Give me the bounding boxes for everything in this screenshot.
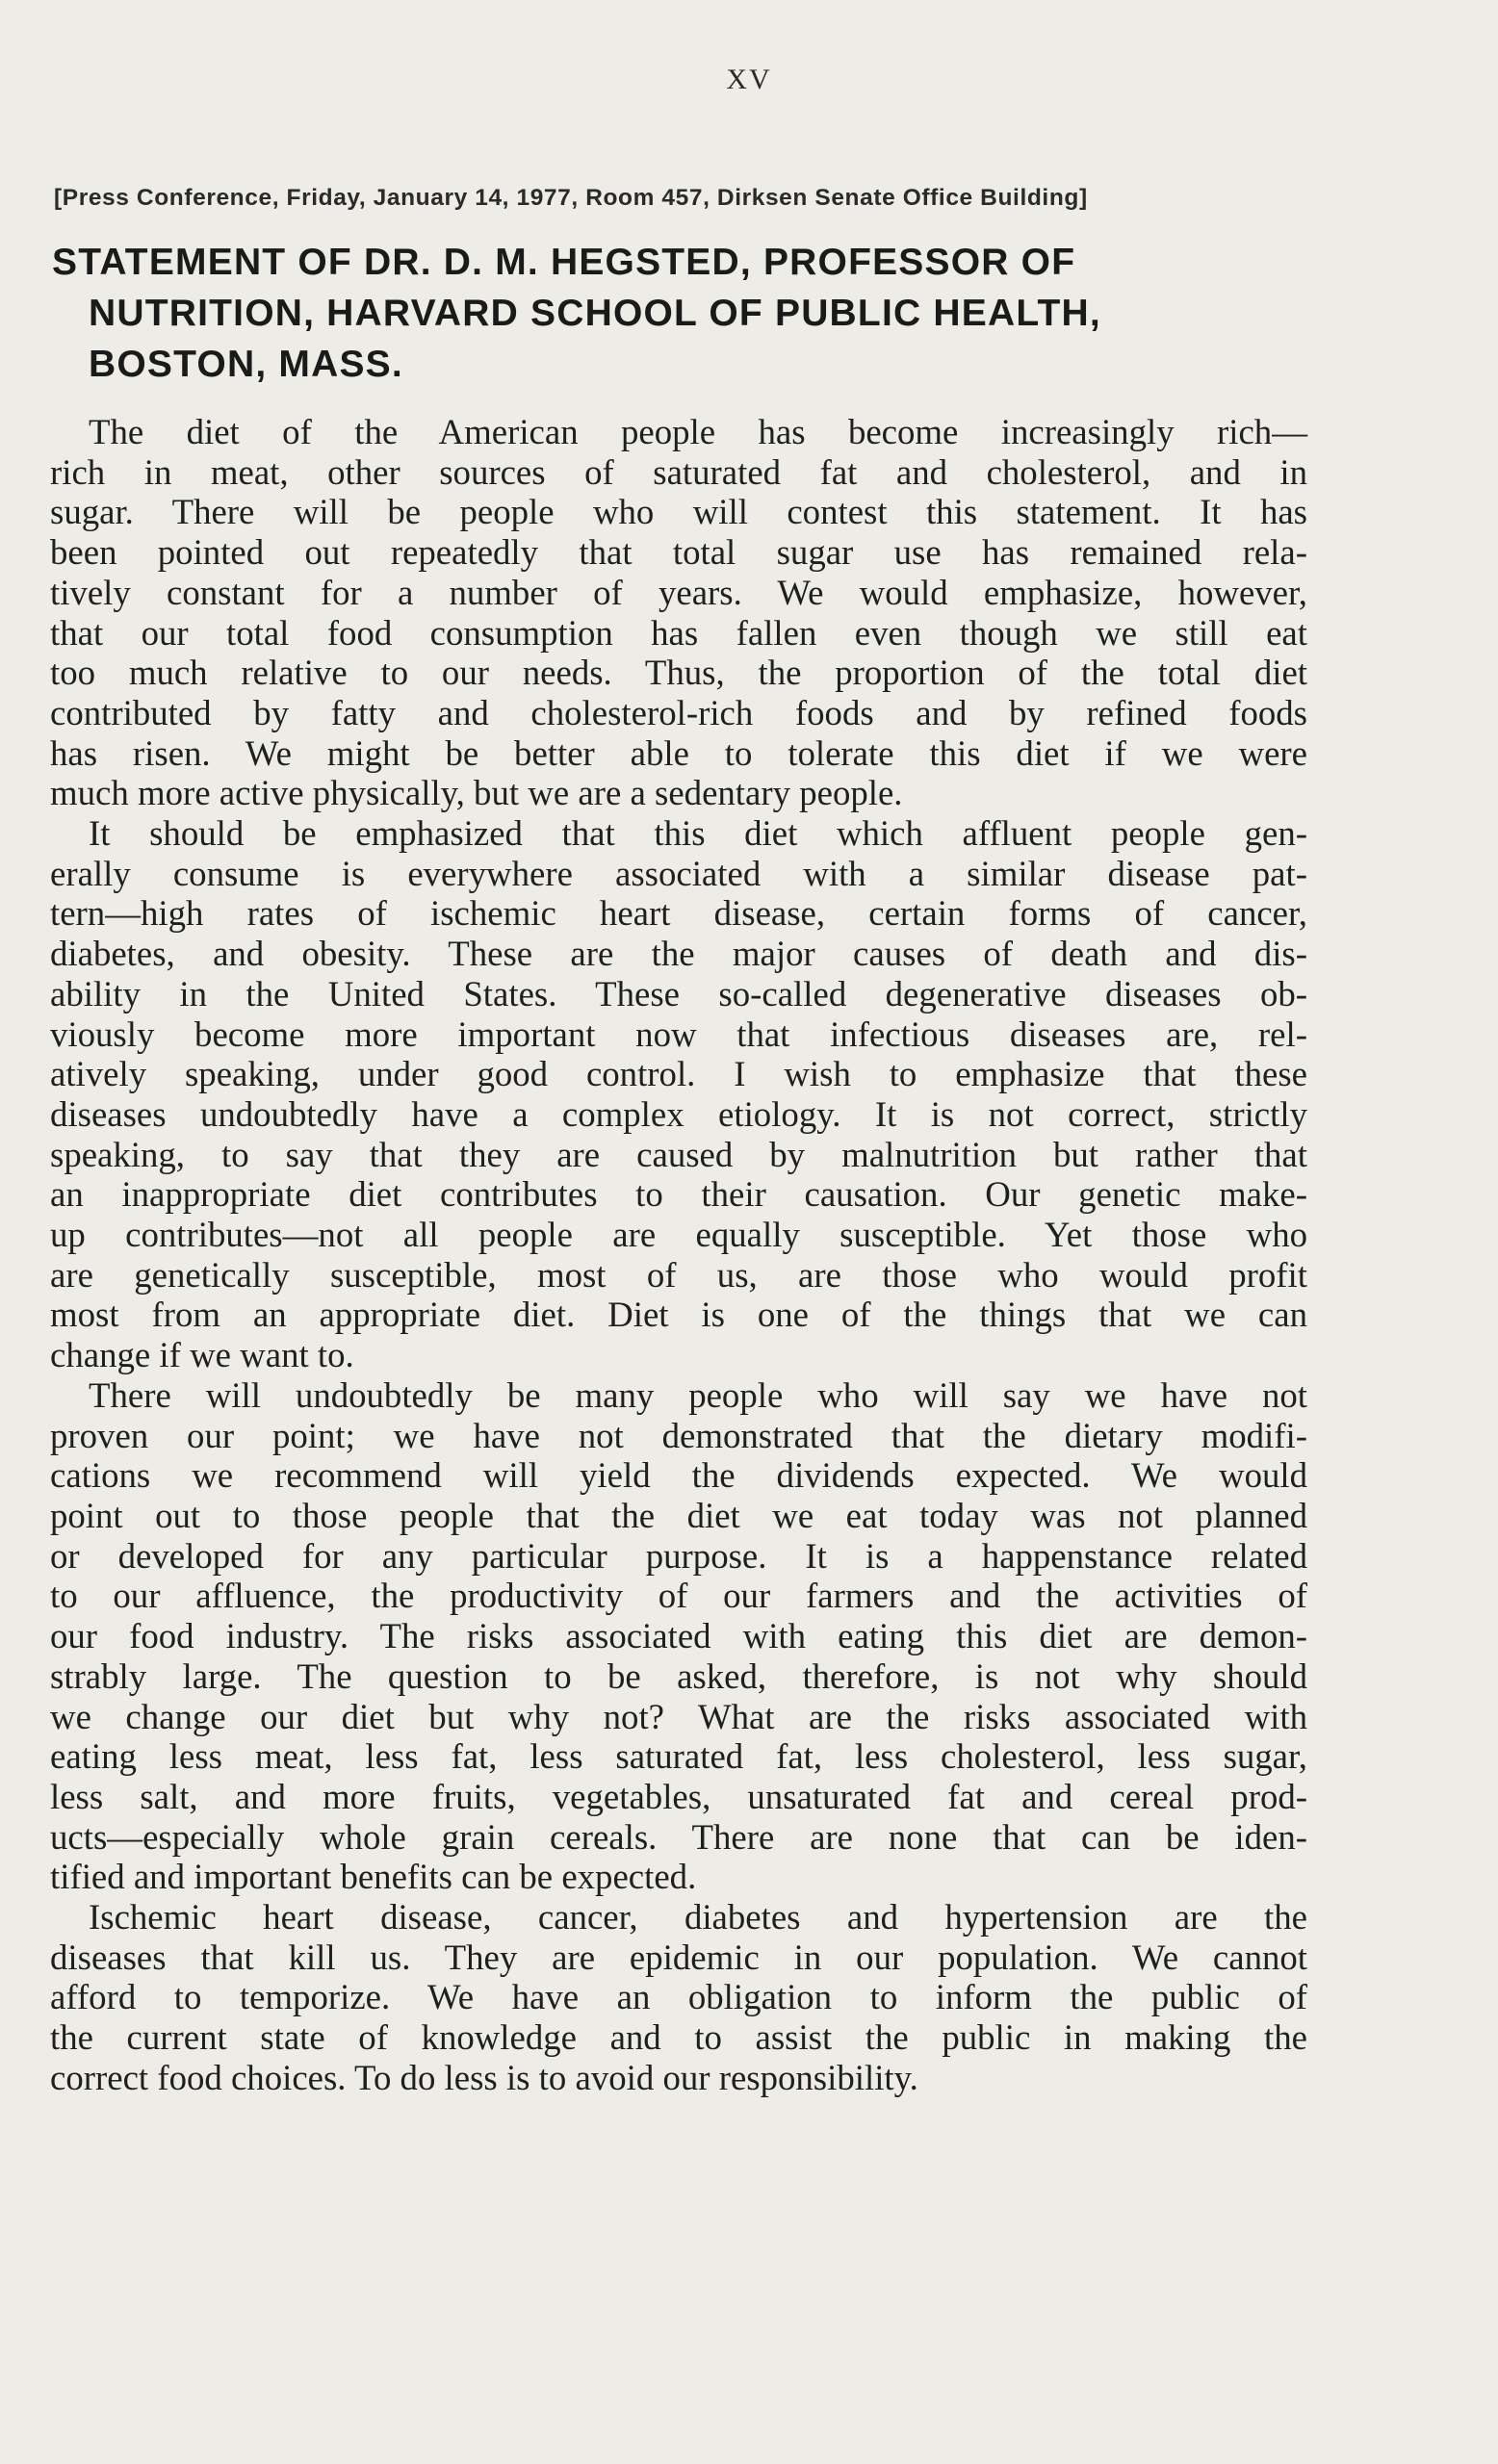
paragraph	[50, 813, 1307, 1375]
paragraph-line: that our total food consumption has fallen even though we still eat	[50, 612, 1307, 653]
heading-line: NUTRITION, HARVARD SCHOOL OF PUBLIC HEALTH,	[89, 293, 1101, 334]
statement-body	[50, 412, 1307, 2098]
paragraph-line: erally consume is everywhere associated with a similar disease pat-	[50, 853, 1307, 893]
paragraph-line: the current state of knowledge and to assist the public in making the	[50, 2017, 1307, 2058]
press-conference-dateline: [Press Conference, Friday, January 14, 1977, Room 457, Dirksen Senate Office Building]	[54, 185, 1088, 211]
paragraph	[50, 412, 1307, 813]
paragraph-line: speaking, to say that they are caused by malnutrition but rather that	[50, 1134, 1307, 1174]
paragraph-line: much more active physically, but we are a sedentary people.	[50, 773, 903, 813]
paragraph-line: rich in meat, other sources of saturated fat and cholesterol, and in	[50, 451, 1307, 492]
paragraph-line: The diet of the American people has become increasingly rich—	[89, 412, 1307, 451]
paragraph-line: change if we want to.	[50, 1335, 354, 1375]
paragraph	[50, 1375, 1307, 1897]
paragraph-line: viously become more important now that infectious diseases are, rel-	[50, 1014, 1307, 1054]
paragraph-line: sugar. There will be people who will contest this statement. It has	[50, 492, 1307, 532]
paragraph-line: Ischemic heart disease, cancer, diabetes and hypertension are the	[89, 1897, 1307, 1938]
paragraph-line: diseases that kill us. They are epidemic in our population. We cannot	[50, 1937, 1307, 1977]
paragraph-line: tified and important benefits can be expected.	[50, 1857, 697, 1897]
paragraph-line: diseases undoubtedly have a complex etiology. It is not correct, strictly	[50, 1093, 1307, 1134]
paragraph	[50, 1897, 1307, 2098]
paragraph-line: cations we recommend will yield the dividends expected. We would	[50, 1455, 1307, 1496]
paragraph-line: our food industry. The risks associated with eating this diet are demon-	[50, 1616, 1307, 1656]
paragraph-line: proven our point; we have not demonstrated that the dietary modifi-	[50, 1415, 1307, 1455]
paragraph-line: most from an appropriate diet. Diet is one of the things that we can	[50, 1295, 1307, 1335]
page-number: XV	[726, 64, 772, 95]
paragraph-line: are genetically susceptible, most of us, are those who would profit	[50, 1254, 1307, 1295]
paragraph-line: less salt, and more fruits, vegetables, unsaturated fat and cereal prod-	[50, 1776, 1307, 1816]
paragraph-line: up contributes—not all people are equally susceptible. Yet those who	[50, 1215, 1307, 1255]
paragraph-line: too much relative to our needs. Thus, the proportion of the total diet	[50, 653, 1307, 693]
paragraph-line: tern—high rates of ischemic heart disease, certain forms of cancer,	[50, 893, 1307, 934]
paragraph-line: ability in the United States. These so-called degenerative diseases ob-	[50, 973, 1307, 1014]
paragraph-line: contributed by fatty and cholesterol-rich foods and by refined foods	[50, 692, 1307, 732]
paragraph-line: to our affluence, the productivity of our farmers and the activities of	[50, 1576, 1307, 1616]
paragraph-line: we change our diet but why not? What are the risks associated with	[50, 1696, 1307, 1736]
heading-line: BOSTON, MASS.	[89, 344, 403, 385]
paragraph-line: ucts—especially whole grain cereals. There are none that can be iden-	[50, 1816, 1307, 1857]
paragraph-line: correct food choices. To do less is to avoid our responsibility.	[50, 2057, 918, 2097]
paragraph-line: afford to temporize. We have an obligation to inform the public of	[50, 1977, 1307, 2017]
paragraph-line: tively constant for a number of years. We would emphasize, however,	[50, 572, 1307, 612]
paragraph-line: diabetes, and obesity. These are the major causes of death and dis-	[50, 934, 1307, 974]
statement-heading	[52, 237, 1332, 390]
paragraph-line: strably large. The question to be asked, therefore, is not why should	[50, 1656, 1307, 1696]
paragraph-line: or developed for any particular purpose. It is a happenstance related	[50, 1535, 1307, 1576]
paragraph-line: There will undoubtedly be many people who will say we have not	[89, 1374, 1307, 1415]
paragraph-line: atively speaking, under good control. I wish to emphasize that these	[50, 1054, 1307, 1094]
paragraph-line: an inappropriate diet contributes to their causation. Our genetic make-	[50, 1174, 1307, 1215]
paragraph-line: It should be emphasized that this diet which affluent people gen-	[89, 813, 1307, 854]
paragraph-line: eating less meat, less fat, less saturated fat, less cholesterol, less sugar,	[50, 1736, 1307, 1777]
paragraph-line: has risen. We might be better able to tolerate this diet if we were	[50, 732, 1307, 773]
heading-line: STATEMENT OF DR. D. M. HEGSTED, PROFESSOR OF	[52, 242, 1076, 283]
paragraph-line: been pointed out repeatedly that total sugar use has remained rela-	[50, 532, 1307, 573]
paragraph-line: point out to those people that the diet we eat today was not planned	[50, 1495, 1307, 1535]
